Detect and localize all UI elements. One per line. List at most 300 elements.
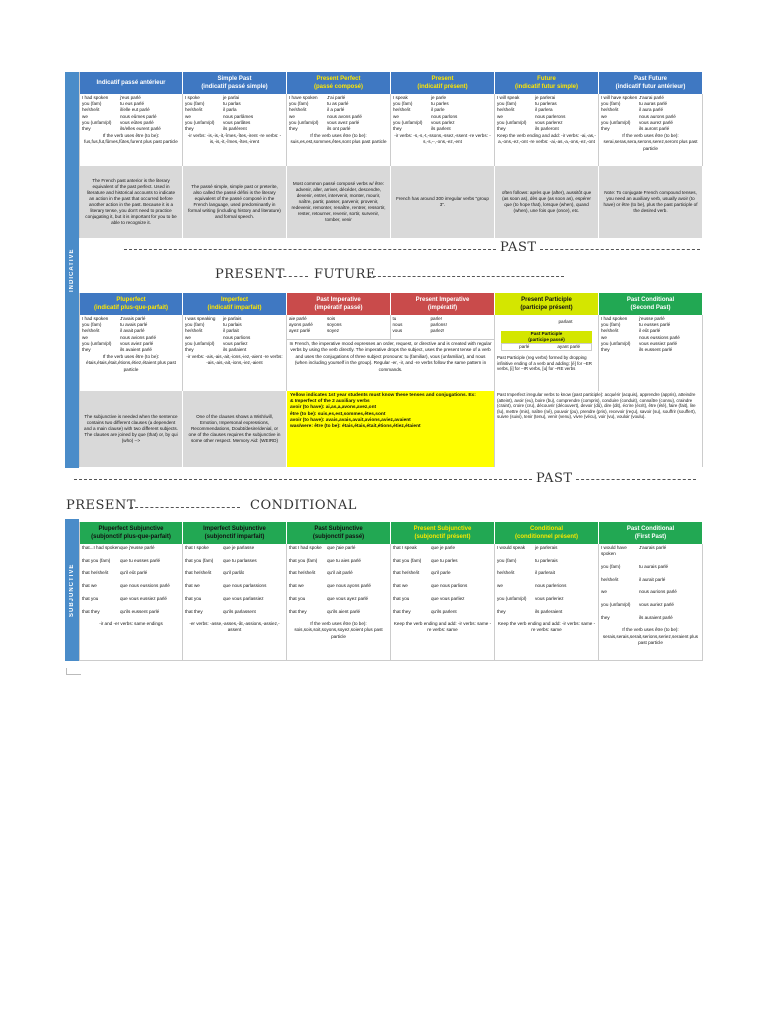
verb-cell: ils parlèrent: [223, 126, 247, 132]
verb-cell: nous parlâmes: [223, 113, 254, 119]
verb-cell: vous parlâtes: [223, 119, 251, 125]
verb-cell: soyez: [327, 328, 340, 334]
conj-pluperfect-subjunctive: [79, 544, 183, 660]
subject-cell: I had spoken: [601, 316, 628, 321]
verb-cell: nous parlions: [223, 334, 251, 340]
conjugation-row: [497, 126, 596, 132]
conjugation-row: [393, 596, 492, 602]
subject-cell: we: [601, 113, 607, 119]
conjugation-row: [497, 570, 596, 576]
note-future: often follows: après que (after), aussitôt que (as soon as), dès que (as soon as), espérer que (to hope that), lorsque (when), quand (when), une fois que (once), etc.: [495, 166, 599, 238]
verb-cell: tu parlais: [223, 322, 242, 328]
verb-cell: qu'ils parlassent: [223, 608, 256, 614]
verb-cell: tu auras parlé: [639, 101, 668, 107]
verb-cell: ils auront parlé: [639, 126, 670, 132]
subject-cell: he/she/it: [82, 328, 100, 334]
verb-cell: tu parlas: [223, 101, 241, 107]
verb-cell: que je parlasse: [223, 545, 255, 550]
subject-cell: he/she/it: [82, 107, 100, 113]
subject-cell: that we: [393, 583, 408, 589]
conj-conditional: [495, 544, 599, 660]
past-participle-values: parlé ayant parlé: [501, 343, 592, 351]
verb-cell: vous parlerez: [535, 119, 563, 125]
timeline1-dash-future: [368, 276, 564, 277]
subject-cell: he/she/it: [497, 107, 515, 113]
subject-cell: that you (fam): [393, 557, 422, 563]
verb-cell: J'aurais parlé: [639, 545, 667, 550]
subject-cell: I spoke: [185, 95, 200, 100]
conj-present-subjunctive: [391, 544, 495, 660]
conjugation-footnote: If the verb uses être (to be): suis,es,est,sommes,êtes,sont plus past particle: [290, 133, 387, 145]
conjugation-footnote: Keep the verb ending and add: -ir verbs: -ai,-as,-a,-ons,-ez,-ont -re verbs: -ai,-as,-a,-ons,-ez,-ont: [497, 133, 596, 145]
verb-cell: parle!: [430, 316, 442, 321]
conjugation-row: [82, 126, 180, 132]
subject-cell: we: [601, 589, 607, 595]
subject-cell: vous: [392, 328, 403, 334]
past-participle-head: Past Participle (participe passé): [501, 331, 592, 343]
subject-cell: I had spoken: [82, 95, 109, 100]
verb-cell: ils ont parlé: [327, 126, 351, 132]
subject-cell: you (unfam/pl): [393, 119, 423, 125]
conjugation-footnote: -ir verbs: -is,-is,-it,-îmes,-îtes,-irent -re verbs: -is,-is,-it,-îmes,-îtes,-irent: [187, 133, 282, 145]
timeline1-future: FUTURE: [314, 267, 376, 282]
verb-cell: J'avais parlé: [120, 316, 146, 321]
conjugation-row: [185, 126, 284, 132]
conj-past-subjunctive: [287, 544, 391, 660]
subject-cell: you (unfam/pl): [82, 340, 112, 346]
conjugation-row: [289, 596, 388, 602]
verb-cell: que tu aies parlé: [327, 557, 361, 563]
verb-cell: tu aurais parlé: [639, 563, 669, 569]
subject-cell: you (unfam/pl): [289, 119, 319, 125]
header-conditional: Conditional (conditionnel présent): [495, 522, 599, 544]
subject-cell: that you: [185, 595, 202, 601]
conjugation-row: [393, 126, 492, 132]
subject-cell: he/she/it: [497, 570, 515, 576]
header-present-perfect: Present Perfect (passé composé): [287, 72, 391, 94]
subject-cell: we: [393, 113, 399, 119]
conjugation-row: [601, 589, 700, 595]
note-past-future: Note: To conjugate French compound tenses, you need an auxiliary verb, usually avoir (to have) or être (to be), plus the past participle of the desired verb.: [599, 166, 703, 238]
subject-cell: you (fam): [82, 101, 102, 107]
timeline1-past: PAST: [500, 240, 537, 255]
note-weird: One of the clauses shows a Wish/will, Emotion, Impersonal expressions, Recommendations, Doubt/desire/denial, or one of the clauses requires the subjunctive in some other respect. Memory Aid: (WEIRD): [183, 391, 287, 467]
subject-cell: he/she/it: [601, 576, 619, 582]
conjugation-footnote: If the verb uses être (to be): sois,sois,soit,soyons,soyez,soient plus past particle: [294, 621, 383, 639]
verb-cell: il parlait: [223, 328, 239, 334]
subject-cell: you (fam): [497, 557, 517, 563]
subjunctive-sidebar: [65, 519, 79, 661]
subject-cell: you (unfam/pl): [497, 595, 527, 601]
verb-cell: je parle: [431, 95, 447, 100]
conjugation-footnote: If the verb uses être (to be): serai,seras,sera,serons,serez,seront plus past particle: [603, 133, 698, 151]
note-simple-past: The passé simple, simple past or preterite, also called the passé défini is the literary equivalent of the passé composé in the French language, used predominantly in formal writing (including history and literature) and formal speech.: [183, 166, 287, 238]
verb-cell: que vous ayez parlé: [327, 595, 369, 601]
conjugation-row: [601, 615, 700, 621]
verb-cell: il a parlé: [327, 107, 345, 113]
yellow-legend: Yellow indicates 1st year students must know these tenses and conjugations. Ex: & Imperfect of the 2 auxiliary verbs avoir (to have): ai,as,a,avons,avez,ont être (to be): suis,es,est,sommes,êtes,sont avoir (to have): avais,avais,avait,avions,aviez,avaient was/were: être (to be): étais,étais,était,étions,étiez,étaient: [287, 391, 495, 467]
verb-cell: qu'ils parlent: [431, 608, 457, 614]
conjugation-row: [82, 558, 180, 564]
subject-cell: I will have spoken: [601, 95, 638, 100]
verb-cell: vous parleriez: [535, 595, 564, 601]
conjugation-row: [497, 609, 596, 615]
conjugation-row: [185, 347, 284, 353]
verb-cell: je parlais: [223, 316, 242, 321]
subject-cell: you (unfam/pl): [601, 119, 631, 125]
subject-cell: you (fam): [497, 101, 517, 107]
conjugation-footnote: Keep the verb ending and add: -ir verbs: same -re verbs: same: [497, 621, 596, 633]
verb-cell: parlez!: [430, 328, 445, 334]
subject-cell: you (fam): [601, 101, 621, 107]
verb-cell: que nous parlassions: [223, 583, 267, 589]
verb-cell: que tu parlasses: [223, 557, 257, 563]
timeline1-dash-mid: [278, 276, 308, 277]
subject-cell: we: [185, 334, 191, 340]
verb-cell: nous parlerons: [535, 113, 566, 119]
verb-cell: j'eus parlé: [120, 95, 141, 100]
subject-cell: he/she/it: [601, 107, 619, 113]
row1-conjugations: [79, 94, 703, 166]
verb-cell: que nous ayons parlé: [327, 583, 371, 589]
subject-cell: you (unfam/pl): [185, 340, 215, 346]
subject-cell: you (fam): [185, 322, 205, 328]
conjugation-row: [289, 570, 388, 576]
verb-cell: il parla: [223, 107, 237, 113]
verb-cell: nous aurions parlé: [639, 589, 677, 595]
verb-cell: je parlerais: [535, 545, 558, 550]
verb-cell: nous parlons: [431, 113, 458, 119]
conjugation-row: [82, 570, 180, 576]
row2-conjugations: [79, 315, 703, 391]
subject-cell: he/she/it: [185, 328, 203, 334]
conjugation-row: [393, 583, 492, 589]
conjugation-row: [601, 545, 700, 557]
verb-cell: que j'aie parlé: [327, 545, 356, 550]
conjugation-row: [497, 545, 596, 551]
subject-cell: I was speaking: [185, 316, 216, 321]
subject-cell: we: [601, 334, 607, 340]
conj-pluperfect: [79, 315, 183, 391]
conj-present-participle: [495, 315, 598, 329]
subject-cell: they: [185, 347, 194, 353]
subject-cell: they: [497, 126, 506, 132]
subject-cell: that you (fam): [185, 557, 214, 563]
conjugation-row: [82, 609, 180, 615]
header-present: Present (indicatif présent): [391, 72, 495, 94]
timeline2-dash-past2: [576, 479, 696, 480]
subject-cell: they: [601, 126, 610, 132]
verb-cell: nous avions parlé: [120, 334, 157, 340]
subject-cell: they: [601, 614, 610, 620]
verb-cell: qu'il parlât: [223, 570, 244, 576]
subject-cell: you (fam): [185, 101, 205, 107]
conjugation-row: [82, 583, 180, 589]
row1-notes: [79, 166, 703, 238]
subject-cell: you (unfam/pl): [497, 119, 527, 125]
conjugation-row: [185, 609, 284, 615]
verb-cell: nous eussions parlé: [639, 334, 680, 340]
subject-cell: that they: [82, 608, 100, 614]
verb-cell: il avait parlé: [120, 328, 145, 334]
verb-cell: il/elle eut parlé: [120, 107, 150, 113]
subject-cell: he/she/it: [289, 107, 307, 113]
subject-cell: aie parlé: [289, 316, 307, 321]
verb-cell: que je parle: [431, 545, 456, 550]
header-simple-past: Simple Past (indicatif passé simple): [183, 72, 287, 94]
imperative-block: [287, 315, 495, 391]
note-present: French has around 300 irregular verbs "group 3".: [391, 166, 495, 238]
conjugation-row: [601, 577, 700, 583]
verb-cell: que vous parliez: [431, 595, 465, 601]
verb-cell: ils parlent: [431, 126, 451, 132]
timeline2-dash-mid: [130, 507, 240, 508]
verb-cell: que vous eussiez parlé: [120, 595, 167, 601]
subject-cell: he/she/it: [185, 107, 203, 113]
verb-cell: nous aurons parlé: [639, 113, 676, 119]
subject-cell: I would have spoken: [601, 545, 627, 557]
header-present-imperative: Present Imperative (impératif): [391, 293, 495, 315]
subject-cell: I will speak: [497, 95, 520, 100]
conjugation-row: [393, 558, 492, 564]
conj-imperfect-subjunctive: [183, 544, 287, 660]
verb-cell: tu parleras: [535, 101, 557, 107]
verb-cell: j'eusse parlé: [639, 316, 665, 321]
verb-cell: qu'il parle: [431, 570, 451, 576]
row3-conjugations: [79, 544, 703, 661]
conjugation-footnote: -er verbs: -asse,-asses,-ât,-assions,-assiez,-assent: [189, 621, 280, 633]
verb-cell: qu'il eût parlé: [120, 570, 148, 576]
indicative-label: INDICATIVE: [69, 248, 75, 292]
subject-cell: that he/she/it: [185, 570, 212, 576]
header-future: Future (indicatif futur simple): [495, 72, 599, 94]
subject-cell: they: [497, 608, 506, 614]
header-past-subjunctive: Past Subjunctive (subjonctif passé): [287, 522, 391, 544]
page-mark: [66, 668, 81, 675]
conjugation-row: [289, 328, 388, 334]
timeline2-present: PRESENT: [66, 498, 136, 513]
irregular-note: Past Imperfect irregular verbs to know (past participle): acquérir (acquis), apprendre (appris), atteindre (atteint), avoir (eu), boire (bu), comprendre (compris), conduire (conduit), connaître (connu), craindre (craint), croire (cru), découvrir (découvert), devoir (dû), dire (dit), écrire (écrit), être (été), faire (fait), lire (lu), mettre (mis), naître (né), pouvoir (pu), prendre (pris), recevoir (reçu), savoir (su), souffrir (souffert), suivre (suivi), tenir (tenu), venir (venu), vivre (vécu), voir (vu), vouloir (voulu).: [495, 391, 703, 467]
verb-cell: nous eûmes parlé: [120, 113, 157, 119]
subject-cell: you (fam): [82, 322, 102, 328]
conjugation-footnote: If the verb uses être (to be): serais,serais,serait,serions,seriez,seraient plus past particle: [602, 627, 699, 645]
conjugation-row: [289, 545, 388, 551]
conj-present: [391, 94, 495, 166]
conjugation-footnote: -ir and -er verbs: same endings: [99, 621, 163, 627]
verb-cell: je parlerai: [535, 95, 556, 100]
subject-cell: you (fam): [289, 101, 309, 107]
header-pluperfect: Pluperfect (indicatif plus-que-parfait): [79, 293, 183, 315]
subject-cell: I speak: [393, 95, 408, 100]
verb-cell: parlons!: [430, 322, 447, 328]
subject-cell: that he/she/it: [289, 570, 316, 576]
header-past-conditional-second: Past Conditional (Second Past): [599, 293, 703, 315]
verb-cell: ils eussent parlé: [639, 347, 673, 353]
imperative-note: In French, the imperative mood expresses an order, request, or directive and is created with regular verbs by using the verb directly. The imperative drops the subject, uses the present tense of a verb and uses the conjugations of three subject pronouns: tu (familiar), vous (unfamiliar), and nous (when including yourself in the group). Regular -er, -ir, and -re verbs follow the same pattern in commands.: [287, 339, 494, 391]
verb-cell: ils parleraient: [535, 608, 563, 614]
conjugation-row: [601, 602, 700, 608]
conjugation-row: [289, 609, 388, 615]
conjugation-row: [185, 545, 284, 551]
verb-cell: vous auriez parlé: [639, 602, 674, 608]
subject-cell: I have spoken: [289, 95, 318, 100]
subject-cell: that we: [289, 583, 304, 589]
conjugation-footnote: -ir verbs: -ais,-ais,-ait,-ions,-iez,-aient -re verbs: -ais,-ais,-ait,-ions,-iez,-aient: [186, 354, 283, 366]
subject-cell: that you (fam): [289, 557, 318, 563]
conjugation-row: [185, 596, 284, 602]
verb-cell: que tu parles: [431, 557, 458, 563]
row3-headers: [79, 522, 703, 544]
subject-cell: that I spoke: [185, 545, 209, 550]
verb-cell: vous eûtes parlé: [120, 119, 154, 125]
header-pluperfect-subjunctive: Pluperfect Subjunctive (subjonctif plus-que-parfait): [79, 522, 183, 544]
conjugation-footnote: If the verb uses être (to be): étais,étais,était,étions,étiez,étaient plus past particle: [86, 354, 176, 372]
conjugation-row: [185, 570, 284, 576]
conj-present-imperative: [391, 315, 495, 339]
subject-cell: that he/she/it: [82, 570, 109, 576]
header-passe-anterieur: Indicatif passé antérieur: [79, 72, 183, 94]
conjugation-row: [82, 596, 180, 602]
verb-cell: qu'ils eussent parlé: [120, 608, 160, 614]
verb-cell: tu parles: [431, 101, 449, 107]
conj-future: [495, 94, 599, 166]
subject-cell: we: [497, 113, 503, 119]
subject-cell: we: [185, 113, 191, 119]
verb-cell: ils parleront: [535, 126, 559, 132]
verb-cell: ils avaient parlé: [120, 347, 152, 353]
verb-cell: nous parlerions: [535, 583, 567, 589]
verb-cell: vous aurez parlé: [639, 119, 673, 125]
timeline1-dash-past2: [540, 249, 700, 250]
conj-past-future: [599, 94, 703, 166]
verb-cell: nous avons parlé: [327, 113, 362, 119]
subject-cell: that we: [82, 583, 97, 589]
subject-cell: they: [185, 126, 194, 132]
verb-cell: qu'il ait parlé: [327, 570, 353, 576]
conjugation-row: [601, 347, 700, 353]
verb-cell: tu avais parlé: [120, 322, 148, 328]
subject-cell: they: [82, 347, 91, 353]
conj-passe-anterieur: [79, 94, 183, 166]
subject-cell: he/she/it: [601, 328, 619, 334]
verb-cell: parlant: [558, 319, 573, 324]
subject-cell: that I had spoke: [289, 545, 322, 550]
conjugation-footnote: If the verb uses être (to be): fus,fus,fut,fûmes,fûtes,furent plus past particle: [84, 133, 178, 145]
timeline2-conditional: CONDITIONAL: [250, 498, 357, 513]
conj-past-conditional-first: [599, 544, 703, 660]
subject-cell: that you: [289, 595, 306, 601]
verb-cell: vous eussiez parlé: [639, 340, 678, 346]
header-past-imperative: Past Imperative (impératif passé): [287, 293, 391, 315]
subject-cell: that you: [393, 595, 410, 601]
verb-cell: il eût parlé: [639, 328, 661, 334]
subject-cell: tu: [392, 316, 397, 321]
subject-cell: that we: [185, 583, 200, 589]
conj-simple-past: [183, 94, 287, 166]
header-past-future: Past Future (indicatif futur antérieur): [599, 72, 703, 94]
subject-cell: we: [82, 334, 88, 340]
conjugation-row: [393, 609, 492, 615]
subject-cell: I would speak: [497, 545, 526, 550]
subject-cell: that they: [289, 608, 307, 614]
conjugation-row: [601, 564, 700, 570]
participle-block: [495, 315, 599, 391]
header-past-conditional-first: Past Conditional (First Past): [599, 522, 703, 544]
note-present-perfect: Most common passé composé verbs w/ être: advenir, aller, arriver, décéder, descendre, devenir, entrer, intervenir, monter, mourir, naître, partir, passer, parvenir, provenir, redevenir, remonter, renaître, rentrer, ressortir, rester, retourner, revenir, sortir, survenir, tomber, venir: [287, 166, 391, 238]
row2-notes: [79, 391, 703, 467]
verb-cell: vous aviez parlé: [120, 340, 154, 346]
subject-cell: they: [82, 126, 91, 132]
row1-headers: [79, 72, 703, 94]
verb-cell: tu eus parlé: [120, 101, 145, 107]
verb-cell: qu'ils aient parlé: [327, 608, 361, 614]
conjugation-row: [289, 558, 388, 564]
subjunctive-label: SUBJUNCTIVE: [69, 563, 75, 617]
verb-cell: que nous eussions parlé: [120, 583, 170, 589]
note-subjunctive: The subjunctive is needed when the sentence contains two different clauses (a dependent and a main clause) with two different subjects. The clauses are joined by que (that) or, by qui (who) -->: [79, 391, 183, 467]
subject-cell: you (unfam/pl): [82, 119, 112, 125]
conjugation-row: [497, 583, 596, 589]
subject-cell: you (unfam/pl): [601, 340, 631, 346]
participle-note: Past Participle (reg verbs) formed by dropping infinitive ending of a verb and adding: [é] for –ER verbs, [i] for –IR verbs, [u] for –RE verbs: [497, 355, 592, 372]
subject-cell: that...I had spoken: [82, 545, 120, 550]
conjugation-footnote: -ir verbs: -s,-s,-t,-ssons,-ssez,-ssent -re verbs: -s,-s,--,-ons,-ez,-ent: [394, 133, 491, 145]
verb-cell: vous parliez: [223, 340, 248, 346]
verb-cell: que tu eusses parlé: [120, 557, 161, 563]
verb-cell: que j'eusse parlé: [120, 545, 155, 550]
timeline1-present: PRESENT: [215, 267, 285, 282]
subject-cell: nous: [392, 322, 403, 328]
conjugation-row: [289, 126, 388, 132]
subject-cell: they: [601, 347, 610, 353]
conjugation-row: [393, 545, 492, 551]
subject-cell: that you (fam): [82, 557, 111, 563]
conj-past-imperative: [287, 315, 391, 339]
header-imperfect-subjunctive: Imperfect Subjunctive (subjonctif imparfait): [183, 522, 287, 544]
subject-cell: I had spoken: [82, 316, 109, 321]
conj-present-perfect: [287, 94, 391, 166]
verb-cell: ils auraient parlé: [639, 614, 673, 620]
conjugation-row: [497, 596, 596, 602]
timeline2-past: PAST: [536, 471, 573, 486]
subject-cell: [497, 319, 535, 325]
subject-cell: we: [497, 583, 503, 589]
subject-cell: we: [289, 113, 295, 119]
conjugation-footnote: Keep the verb ending and add: -ir verbs: same -re verbs: same: [393, 621, 492, 633]
verb-cell: tu as parlé: [327, 101, 349, 107]
conjugation-row: [497, 558, 596, 564]
verb-cell: je parlai: [223, 95, 240, 100]
verb-cell: il aurait parlé: [639, 576, 666, 582]
verb-cell: il parlera: [535, 107, 553, 113]
note-passe-anterieur: The French past anterior is the literary equivalent of the past perfect. Used in literature and historical accounts to indicate an action in the past that occurred before another action in the past. Because it is a literary tense, you don't need to practice conjugating it, but it is important for you to be able to recognize it.: [79, 166, 183, 238]
conjugation-row: [82, 545, 180, 551]
subject-cell: we: [82, 113, 88, 119]
verb-cell: vous parlez: [431, 119, 455, 125]
subject-cell: that I speak: [393, 545, 417, 550]
timeline2-dash-past: [74, 479, 532, 480]
verb-cell: soyons: [327, 322, 342, 328]
conjugation-row: [289, 583, 388, 589]
conj-imperfect: [183, 315, 287, 391]
indicative-sidebar: [65, 72, 79, 468]
verb-cell: que vous parlassiez: [223, 595, 264, 601]
verb-cell: ils parlaient: [223, 347, 247, 353]
subject-cell: they: [289, 126, 298, 132]
verb-cell: sois: [327, 316, 336, 321]
conjugation-row: [393, 570, 492, 576]
verb-cell: il parle: [431, 107, 445, 113]
